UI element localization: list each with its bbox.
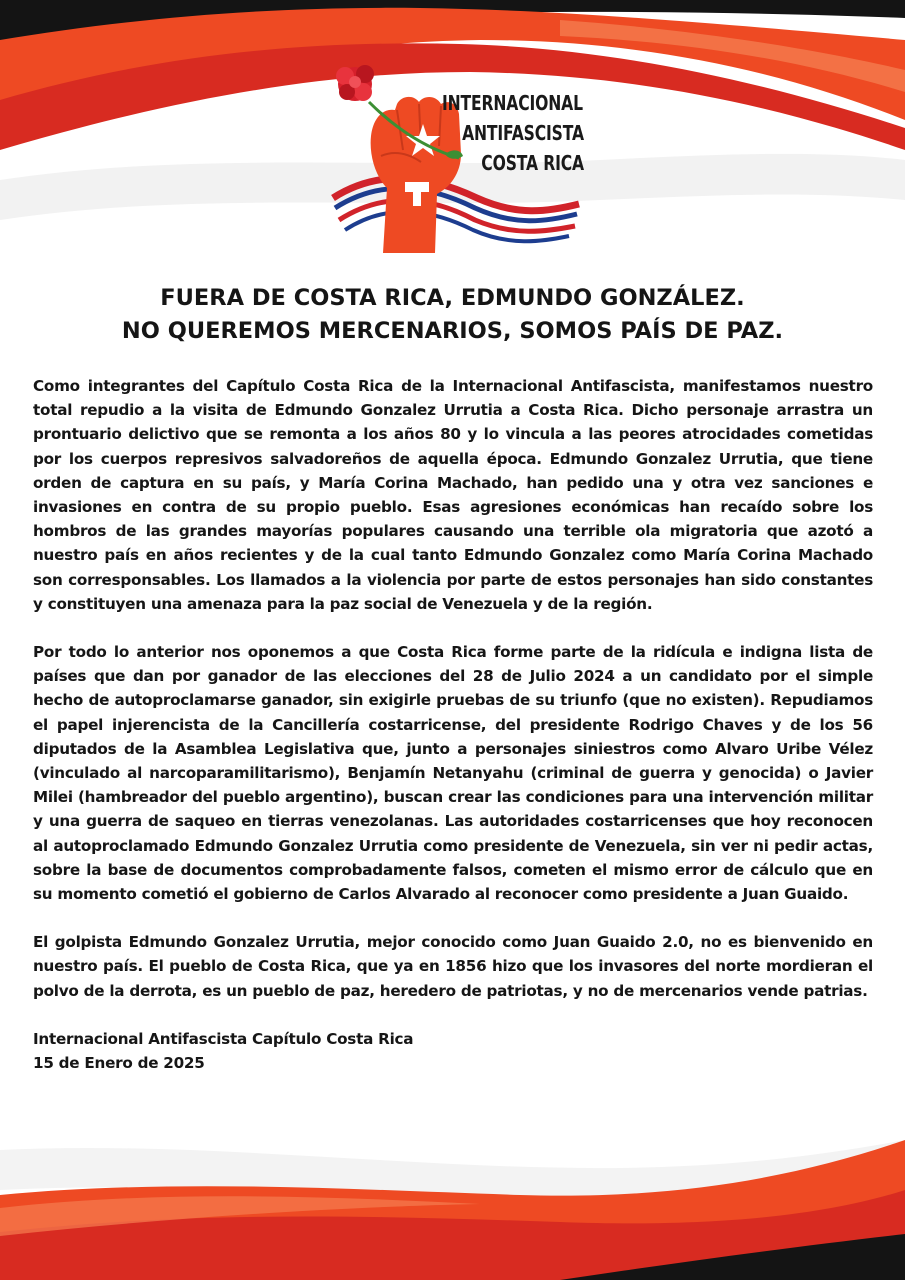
- paragraph-1: Como integrantes del Capítulo Costa Rica de la Internacional Antifascista, manifestamos nuestro total repudio a la visita de Edmundo Gonzalez Urrutia a Costa Rica. Dicho personaje arrastra un prontuario delictivo que se remonta a los años 80 y lo vincula a las peores atrocidades cometidas por los cuerpos represivos salvadoreños de aquella época. Edmundo Gonzalez Urrutia, que tiene orden de captura en su país, y María Corina Machado, han pedido una y otra vez sanciones e invasiones en contra de su propio pueblo. Esas agresiones económicas han recaído sobre los hombros de las grandes mayorías populares causando una terrible ola migratoria que azotó a nuestro país en años recientes y de la cual tanto Edmundo Gonzalez como María Corina Machado son corresponsables. Los llamados a la violencia por parte de estos personajes han sido constantes y constituyen una amenaza para la paz social de Venezuela y de la región.: [33, 377, 873, 613]
- headline: [0, 282, 905, 348]
- signature-date: 15 de Enero de 2025: [33, 1054, 205, 1073]
- paragraph-2: Por todo lo anterior nos oponemos a que Costa Rica forme parte de la ridícula e indigna lista de países que dan por ganador de las elecciones del 28 de Julio 2024 a un candidato por el simple hecho de autoproclamarse ganador, sin exigirle pruebas de su triunfo (que no existen). Repudiamos el papel injerencista de la Cancillería costarricense, del presidente Rodrigo Chaves y de los 56 diputados de la Asamblea Legislativa que, junto a personajes siniestros como Alvaro Uribe Vélez (vinculado al narcoparamilitarismo), Benjamín Netanyahu (criminal de guerra y genocida) o Javier Milei (hambreador del pueblo argentino), buscan crear las condiciones para una intervención militar y una guerra de saqueo en tierras venezolanas. Las autoridades costarricenses que hoy reconocen al autoproclamado Edmundo Gonzalez Urrutia como presidente de Venezuela, sin ver ni pedir actas, sobre la base de documentos comprobadamente falsos, cometen el mismo error de cálculo que en su momento cometió el gobierno de Carlos Alvarado al reconocer como presidente a Juan Guaido.: [33, 643, 873, 904]
- logo-line-2: ANTIFASCISTA: [462, 121, 584, 145]
- logo-wordmark: [442, 88, 584, 178]
- signature-block: [33, 1027, 873, 1075]
- logo-line-3: COSTA RICA: [481, 151, 584, 175]
- logo-line-1: INTERNACIONAL: [442, 91, 583, 115]
- organization-logo: [325, 58, 585, 258]
- statement-body: [33, 374, 873, 1075]
- headline-line-2: NO QUEREMOS MERCENARIOS, SOMOS PAÍS DE PAZ.: [121, 318, 784, 344]
- signature-org: Internacional Antifascista Capítulo Costa Rica: [33, 1029, 414, 1048]
- headline-line-1: FUERA DE COSTA RICA, EDMUNDO GONZÁLEZ.: [160, 285, 745, 311]
- paragraph-3: El golpista Edmundo Gonzalez Urrutia, mejor conocido como Juan Guaido 2.0, no es bienvenido en nuestro país. El pueblo de Costa Rica, que ya en 1856 hizo que los invasores del norte mordieran el polvo de la derrota, es un pueblo de paz, heredero de patriotas, y no de mercenarios vende patrias.: [33, 933, 873, 1000]
